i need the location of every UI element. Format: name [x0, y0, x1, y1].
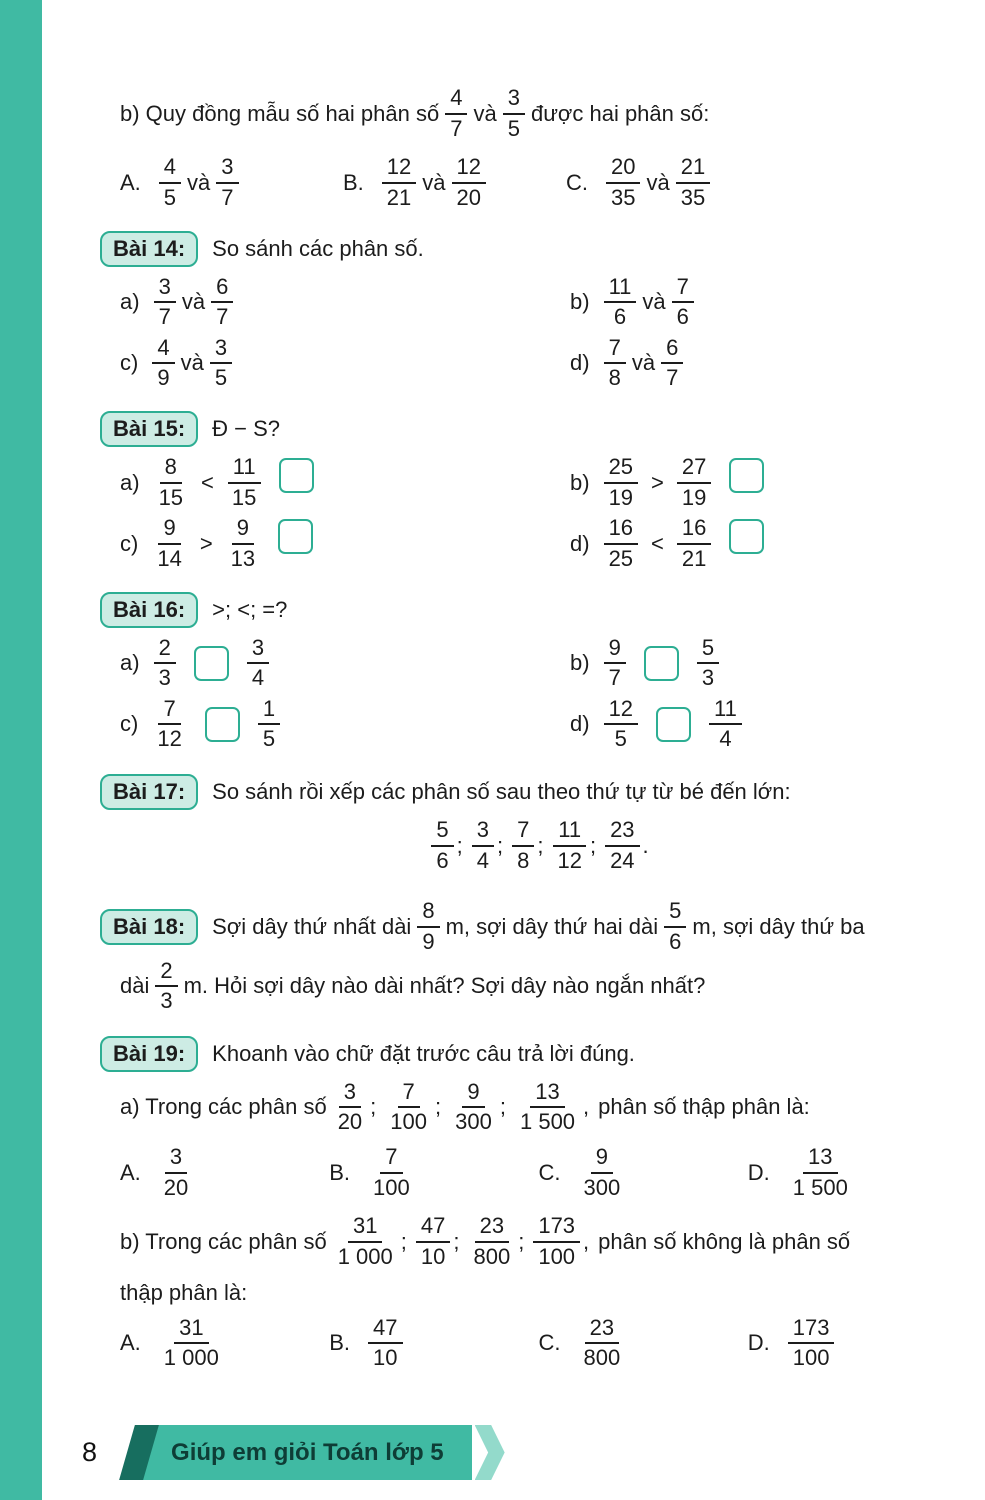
numerator: 4 [159, 155, 181, 184]
badge-bai-14: Bài 14: [100, 231, 198, 267]
separator: ; [518, 1228, 525, 1254]
footer-banner [141, 1425, 472, 1480]
denominator: 100 [792, 1345, 830, 1371]
numerator: 31 [174, 1316, 208, 1345]
denominator: 7 [608, 665, 621, 691]
fraction [788, 1316, 835, 1371]
fraction [604, 636, 626, 691]
numerator: 3 [247, 636, 269, 665]
fraction [468, 1214, 515, 1269]
exercise-19b-text: b) Trong các phân số [120, 1228, 327, 1254]
fraction [154, 455, 188, 510]
denominator: 7 [450, 115, 463, 141]
choice-label: B. [329, 1159, 351, 1185]
item-label: a) [120, 650, 140, 676]
section-bai-19 [100, 1036, 957, 1072]
question-13b [120, 86, 957, 141]
numerator: 4 [445, 86, 467, 115]
denominator: 8 [608, 365, 621, 391]
numerator: 25 [604, 455, 638, 484]
fraction [211, 275, 233, 330]
fraction [661, 336, 683, 391]
question-13b-choices [120, 155, 957, 210]
exercise-19a-text: phân số thập phân là: [598, 1094, 810, 1120]
fraction [604, 336, 626, 391]
fraction [515, 1080, 580, 1135]
choice-label: C. [538, 1159, 561, 1185]
numerator: 13 [803, 1145, 837, 1174]
denominator: 1 000 [163, 1345, 219, 1371]
numerator: 16 [604, 516, 638, 545]
question-13b-text-pre: b) Quy đồng mẫu số hai phân số [120, 100, 440, 126]
numerator: 47 [368, 1316, 402, 1345]
fraction [533, 1214, 580, 1269]
denominator: 4 [476, 847, 489, 873]
separator: ; [370, 1094, 377, 1120]
denominator: 5 [163, 184, 177, 210]
comparison-operator: < [201, 469, 214, 495]
denominator: 12 [557, 847, 582, 873]
page-content [42, 0, 985, 1381]
choice-label: D. [747, 1159, 770, 1185]
fraction [152, 697, 186, 752]
book-title: Giúp em giỏi Toán lớp 5 [171, 1438, 444, 1466]
exercise-14-item-a [120, 275, 570, 330]
numerator: 3 [154, 275, 176, 304]
numerator: 12 [452, 155, 486, 184]
fraction [154, 636, 176, 691]
choice-a [120, 1145, 329, 1200]
exercise-18-text: dài [120, 973, 150, 999]
denominator: 4 [251, 665, 265, 691]
exercise-19a-choices [120, 1145, 957, 1200]
fraction [677, 455, 711, 510]
fraction [604, 697, 638, 752]
exercise-14-row-2 [120, 336, 957, 391]
fraction [368, 1145, 415, 1200]
item-label: c) [120, 711, 139, 737]
choice-label: B. [329, 1330, 351, 1356]
fraction [676, 155, 710, 210]
numerator: 7 [604, 336, 626, 365]
denominator: 15 [158, 484, 184, 510]
fraction [258, 697, 280, 752]
fraction [247, 636, 269, 691]
choice-label: D. [747, 1330, 770, 1356]
answer-box [278, 519, 313, 554]
badge-bai-19: Bài 19: [100, 1036, 198, 1072]
fraction [552, 818, 586, 873]
numerator: 23 [585, 1316, 619, 1345]
fraction [604, 455, 638, 510]
numerator: 3 [216, 155, 238, 184]
comparison-operator: > [199, 530, 213, 556]
question-13b-text-post: được hai phân số: [530, 100, 710, 126]
fraction [210, 336, 232, 391]
separator-word: và [631, 350, 656, 376]
denominator: 6 [613, 304, 627, 330]
fraction [579, 1145, 626, 1200]
fraction [152, 336, 174, 391]
fraction [503, 86, 525, 141]
numerator: 47 [416, 1214, 450, 1243]
numerator: 9 [232, 516, 254, 545]
choice-a [120, 1316, 329, 1371]
denominator: 9 [422, 928, 435, 954]
choice-label: A. [120, 169, 141, 195]
denominator: 9 [157, 365, 170, 391]
numerator: 7 [398, 1080, 420, 1109]
numerator: 2 [154, 636, 176, 665]
choice-d [748, 1316, 957, 1371]
fraction [450, 1080, 497, 1135]
numerator: 173 [533, 1214, 580, 1243]
badge-bai-16: Bài 16: [100, 592, 198, 628]
denominator: 10 [420, 1243, 446, 1269]
exercise-18-text: m, sợi dây thứ hai dài [445, 913, 659, 939]
denominator: 100 [373, 1174, 410, 1200]
denominator: 10 [373, 1345, 398, 1371]
exercise-16-row-1 [120, 636, 957, 691]
exercise-19a-text: a) Trong các phân số [120, 1094, 327, 1120]
numerator: 7 [512, 818, 534, 847]
exercise-15-item-c [120, 516, 570, 571]
section-title: Đ − S? [212, 416, 281, 441]
exercise-14-item-c [120, 336, 570, 391]
denominator: 6 [676, 304, 689, 330]
numerator: 4 [152, 336, 174, 365]
numerator: 11 [228, 455, 261, 484]
item-label: b) [570, 650, 590, 676]
choice-b [329, 1145, 538, 1200]
fraction [417, 899, 439, 954]
numerator: 9 [462, 1080, 484, 1109]
item-label: d) [570, 530, 590, 556]
separator: ; [453, 1228, 460, 1254]
exercise-19a-question [120, 1080, 957, 1135]
section-bai-15 [100, 411, 957, 447]
answer-box [729, 458, 764, 493]
separator-word: và [646, 169, 670, 195]
answer-box [644, 646, 679, 681]
exercise-15-item-a [120, 455, 570, 510]
denominator: 7 [221, 184, 234, 210]
comparison-operator: < [651, 530, 664, 556]
badge-bai-18: Bài 18: [100, 909, 198, 945]
numerator: 11 [604, 275, 637, 304]
denominator: 1 500 [792, 1174, 848, 1200]
denominator: 35 [611, 184, 636, 210]
denominator: 19 [681, 484, 707, 510]
fraction [604, 516, 638, 571]
numerator: 3 [165, 1145, 187, 1174]
exercise-16-row-2 [120, 697, 957, 752]
exercise-15-item-b [570, 455, 957, 510]
choice-d [748, 1145, 957, 1200]
denominator: 4 [719, 726, 732, 752]
fraction [472, 818, 494, 873]
badge-bai-15: Bài 15: [100, 411, 198, 447]
numerator: 23 [605, 818, 639, 847]
denominator: 3 [158, 665, 171, 691]
item-label: b) [570, 469, 590, 495]
separator: ; [456, 832, 463, 858]
fraction [606, 155, 640, 210]
fraction [431, 818, 453, 873]
fraction [664, 899, 686, 954]
numerator: 6 [211, 275, 233, 304]
fraction [154, 275, 176, 330]
denominator: 15 [231, 484, 257, 510]
badge-bai-17: Bài 17: [100, 774, 198, 810]
page-edge-strip [0, 0, 42, 1500]
item-label: b) [570, 289, 590, 315]
denominator: 35 [680, 184, 706, 210]
fraction [226, 516, 260, 571]
denominator: 21 [681, 545, 707, 571]
numerator: 7 [672, 275, 694, 304]
separator: ; [435, 1094, 442, 1120]
numerator: 9 [591, 1145, 613, 1174]
numerator: 7 [158, 697, 180, 726]
numerator: 2 [155, 959, 177, 988]
exercise-19b-question-line-2 [120, 1280, 957, 1306]
numerator: 11 [709, 697, 742, 726]
exercise-16-item-a [120, 636, 570, 691]
denominator: 100 [390, 1109, 428, 1135]
numerator: 16 [677, 516, 711, 545]
exercise-15-row-1 [120, 455, 957, 510]
fraction [385, 1080, 432, 1135]
denominator: 20 [456, 184, 482, 210]
fraction [512, 818, 534, 873]
denominator: 5 [507, 115, 520, 141]
denominator: 6 [436, 847, 449, 873]
exercise-19b-choices [120, 1316, 957, 1371]
fraction [604, 275, 637, 330]
answer-box [279, 458, 314, 493]
fraction [152, 516, 186, 571]
exercise-19b-text: thập phân là: [120, 1279, 248, 1305]
separator: , [583, 1228, 590, 1254]
denominator: 300 [583, 1174, 621, 1200]
separator-word: và [180, 350, 204, 376]
separator: ; [499, 1094, 506, 1120]
item-label: c) [120, 350, 139, 376]
separator: ; [400, 1228, 407, 1254]
fraction [579, 1316, 626, 1371]
fraction [227, 455, 261, 510]
denominator: 19 [608, 484, 634, 510]
fraction [445, 86, 467, 141]
denominator: 20 [163, 1174, 189, 1200]
choice-a [120, 155, 343, 210]
numerator: 21 [676, 155, 710, 184]
fraction [605, 818, 639, 873]
denominator: 12 [157, 726, 182, 752]
numerator: 5 [664, 899, 686, 928]
fraction [333, 1080, 367, 1135]
exercise-14-item-d [570, 336, 957, 391]
numerator: 8 [417, 899, 439, 928]
page-number: 8 [82, 1437, 98, 1467]
exercise-15-item-d [570, 516, 957, 571]
answer-box [656, 707, 691, 742]
denominator: 5 [262, 726, 276, 752]
separator-word: và [181, 289, 206, 315]
numerator: 11 [553, 818, 586, 847]
item-label: d) [570, 350, 590, 376]
numerator: 23 [475, 1214, 509, 1243]
denominator: 100 [538, 1243, 576, 1269]
numerator: 9 [604, 636, 626, 665]
fraction [159, 1145, 193, 1200]
item-label: c) [120, 530, 139, 556]
denominator: 20 [337, 1109, 363, 1135]
item-label: a) [120, 289, 140, 315]
fraction [216, 155, 238, 210]
separator: ; [496, 832, 504, 858]
numerator: 5 [431, 818, 453, 847]
numerator: 31 [348, 1214, 382, 1243]
exercise-18-text: m. Hỏi sợi dây nào dài nhất? Sợi dây nào ngắn nhất? [183, 973, 706, 999]
separator-word: và [642, 289, 666, 315]
numerator: 7 [380, 1145, 402, 1174]
denominator: 21 [386, 184, 412, 210]
footer-arrow-icon [475, 1425, 505, 1480]
section-title: So sánh các phân số. [212, 235, 424, 261]
denominator: 800 [473, 1243, 511, 1269]
exercise-18-text: Sợi dây thứ nhất dài [212, 913, 412, 939]
exercise-19b-text: phân số không là phân số [598, 1228, 851, 1254]
denominator: 1 500 [519, 1109, 576, 1135]
separator-word: và [187, 169, 211, 195]
denominator: 5 [614, 726, 627, 752]
numerator: 5 [697, 636, 719, 665]
numerator: 13 [530, 1080, 564, 1109]
numerator: 8 [160, 455, 182, 484]
item-label: d) [570, 711, 590, 737]
separator: ; [537, 832, 544, 858]
exercise-15-row-2 [120, 516, 957, 571]
choice-c [566, 155, 789, 210]
fraction [159, 1316, 224, 1371]
numerator: 20 [606, 155, 640, 184]
answer-box [205, 707, 240, 742]
exercise-19b-question-line-1 [120, 1214, 957, 1269]
comparison-operator: > [651, 469, 664, 495]
denominator: 7 [666, 365, 679, 391]
fraction [788, 1145, 853, 1200]
fraction [416, 1214, 450, 1269]
denominator: 3 [701, 665, 715, 691]
choice-label: A. [120, 1159, 141, 1185]
choice-c [539, 1145, 748, 1200]
denominator: 6 [669, 928, 682, 954]
numerator: 3 [503, 86, 525, 115]
fraction [709, 697, 742, 752]
numerator: 3 [339, 1080, 361, 1109]
choice-b [329, 1316, 538, 1371]
denominator: 14 [157, 545, 182, 571]
denominator: 3 [160, 988, 173, 1014]
numerator: 27 [677, 455, 711, 484]
footer [42, 1425, 505, 1480]
fraction [672, 275, 694, 330]
exercise-18-line-2 [120, 959, 957, 1014]
section-bai-14 [100, 231, 957, 267]
separator: . [642, 832, 649, 858]
fraction [159, 155, 181, 210]
exercise-18-text: m, sợi dây thứ ba [692, 913, 865, 939]
exercise-14-item-b [570, 275, 957, 330]
section-title: >; <; =? [212, 596, 288, 622]
choice-label: C. [538, 1330, 561, 1356]
separator: ; [589, 832, 597, 858]
section-bai-16 [100, 592, 957, 628]
denominator: 25 [608, 545, 634, 571]
numerator: 9 [158, 516, 180, 545]
denominator: 13 [230, 545, 256, 571]
denominator: 300 [455, 1109, 492, 1135]
numerator: 3 [210, 336, 232, 365]
fraction [382, 155, 416, 210]
section-title: So sánh rồi xếp các phân số sau theo thứ tự từ bé đến lớn: [212, 779, 791, 804]
exercise-17-fraction-list [120, 818, 957, 873]
denominator: 8 [517, 847, 530, 873]
answer-box [729, 519, 764, 554]
choice-c [539, 1316, 748, 1371]
fraction [368, 1316, 402, 1371]
numerator: 1 [258, 697, 280, 726]
answer-box [194, 646, 229, 681]
exercise-16-item-c [120, 697, 570, 752]
section-bai-17 [100, 774, 957, 810]
denominator: 800 [583, 1345, 621, 1371]
section-title: Khoanh vào chữ đặt trước câu trả lời đúng. [212, 1040, 635, 1066]
fraction [333, 1214, 398, 1269]
numerator: 12 [382, 155, 416, 184]
numerator: 6 [661, 336, 683, 365]
exercise-18-line-1 [100, 899, 957, 954]
denominator: 7 [216, 304, 229, 330]
choice-b [343, 155, 566, 210]
exercise-16-item-b [570, 636, 957, 691]
exercise-16-item-d [570, 697, 957, 752]
choice-label: B. [343, 169, 364, 195]
item-label: a) [120, 469, 140, 495]
choice-label: C. [566, 169, 588, 195]
choice-label: A. [120, 1330, 141, 1356]
separator-word: và [422, 169, 446, 195]
numerator: 3 [472, 818, 494, 847]
fraction [452, 155, 486, 210]
denominator: 5 [214, 365, 228, 391]
separator: , [583, 1094, 590, 1120]
fraction [155, 959, 177, 1014]
fraction [677, 516, 711, 571]
denominator: 7 [158, 304, 171, 330]
denominator: 1 000 [337, 1243, 393, 1269]
question-13b-text-mid: và [473, 100, 497, 126]
exercise-14-row-1 [120, 275, 957, 330]
numerator: 12 [604, 697, 638, 726]
numerator: 173 [788, 1316, 835, 1345]
denominator: 24 [610, 847, 635, 873]
fraction [697, 636, 719, 691]
